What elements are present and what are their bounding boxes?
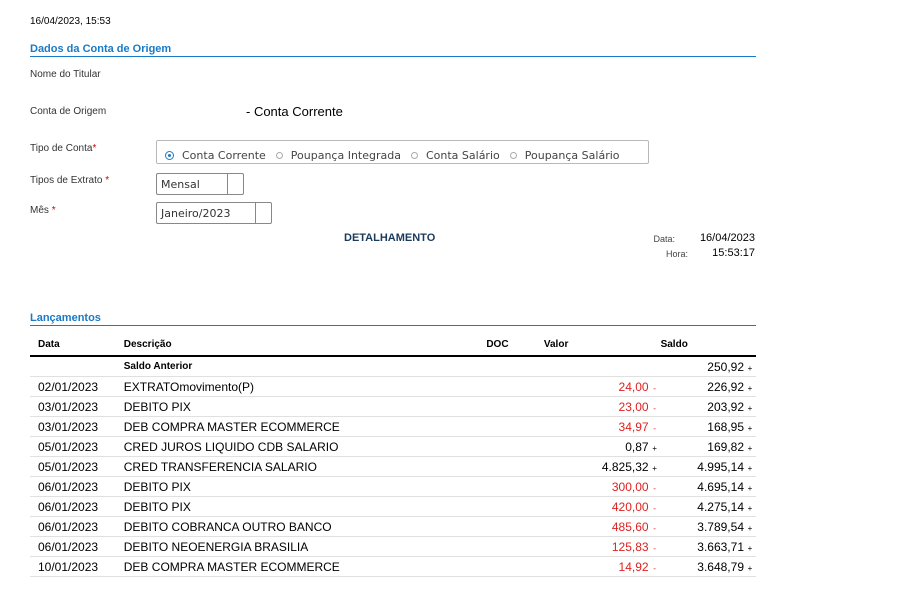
table-row (30, 497, 756, 517)
row-date: 06/01/2023 (30, 517, 124, 537)
entries-section-title: Lançamentos (30, 312, 756, 326)
statement-type-value: Mensal (161, 177, 200, 191)
month-label: Mês * (30, 205, 56, 216)
row-value: 34,97 - (544, 417, 661, 437)
row-date: 02/01/2023 (30, 377, 124, 397)
row-value: 14,92 - (544, 557, 661, 577)
opening-balance-row (30, 356, 756, 377)
radio-poupanca-integrada[interactable]: Poupança Integrada (276, 149, 401, 162)
month-select[interactable] (156, 202, 272, 224)
row-balance: 3.789,54 + (661, 517, 756, 537)
row-value: 300,00 - (544, 477, 661, 497)
row-doc (486, 377, 544, 397)
radio-conta-corrente[interactable]: Conta Corrente (165, 149, 266, 162)
dropdown-arrow-icon (227, 174, 243, 194)
holder-label: Nome do Titular (30, 69, 101, 80)
row-description: CRED JUROS LIQUIDO CDB SALARIO (124, 437, 487, 457)
row-value: 0,87 + (544, 437, 661, 457)
origin-section-title: Dados da Conta de Origem (30, 43, 756, 57)
date-value: 16/04/2023 (699, 232, 755, 244)
row-balance: 4.275,14 + (661, 497, 756, 517)
account-origin-label: Conta de Origem (30, 106, 107, 117)
row-balance: 203,92 + (661, 397, 756, 417)
table-row (30, 537, 756, 557)
col-descricao-header: Descrição (124, 335, 487, 356)
row-date: 05/01/2023 (30, 457, 124, 477)
statement-type-label: Tipos de Extrato * (30, 175, 110, 186)
account-type-radio-group (156, 140, 649, 164)
entries-table (30, 335, 756, 577)
row-doc (486, 437, 544, 457)
row-date: 03/01/2023 (30, 397, 124, 417)
account-type-label: Tipo de Conta* (30, 143, 97, 154)
row-doc (486, 557, 544, 577)
row-balance: 226,92 + (661, 377, 756, 397)
row-value: 420,00 - (544, 497, 661, 517)
row-description: DEBITO PIX (124, 477, 487, 497)
row-doc (486, 537, 544, 557)
col-data-header: Data (30, 335, 124, 356)
row-description: DEBITO PIX (124, 397, 487, 417)
row-value: 125,83 - (544, 537, 661, 557)
row-balance: 4.695,14 + (661, 477, 756, 497)
radio-unselected-icon (276, 152, 283, 159)
row-description: DEBITO COBRANCA OUTRO BANCO (124, 517, 487, 537)
table-row (30, 377, 756, 397)
dropdown-arrow-icon (255, 203, 271, 223)
row-balance: 3.648,79 + (661, 557, 756, 577)
table-row (30, 477, 756, 497)
table-header-row (30, 335, 756, 356)
row-description: DEBITO PIX (124, 497, 487, 517)
row-date: 06/01/2023 (30, 477, 124, 497)
table-row (30, 457, 756, 477)
col-saldo-header: Saldo (661, 335, 756, 356)
row-date: 10/01/2023 (30, 557, 124, 577)
col-valor-header: Valor (544, 335, 661, 356)
statement-type-select[interactable] (156, 173, 244, 195)
table-row (30, 397, 756, 417)
row-doc (486, 497, 544, 517)
table-row (30, 557, 756, 577)
radio-unselected-icon (510, 152, 517, 159)
row-balance: 4.995,14 + (661, 457, 756, 477)
row-doc (486, 397, 544, 417)
time-value: 15:53:17 (712, 247, 755, 259)
row-doc (486, 457, 544, 477)
time-label: Hora: (665, 249, 688, 259)
row-value: 23,00 - (544, 397, 661, 417)
row-date: 06/01/2023 (30, 497, 124, 517)
col-doc-header: DOC (486, 335, 544, 356)
table-row (30, 417, 756, 437)
table-row (30, 437, 756, 457)
opening-balance-value: 250,92 + (661, 356, 756, 377)
row-doc (486, 517, 544, 537)
row-doc (486, 477, 544, 497)
row-value: 24,00 - (544, 377, 661, 397)
row-description: EXTRATOmovimento(P) (124, 377, 487, 397)
row-balance: 169,82 + (661, 437, 756, 457)
radio-unselected-icon (411, 152, 418, 159)
table-row (30, 517, 756, 537)
radio-poupanca-salario[interactable]: Poupança Salário (510, 149, 620, 162)
date-label: Data: (653, 234, 675, 244)
row-value: 4.825,32 + (544, 457, 661, 477)
row-description: DEBITO NEOENERGIA BRASILIA (124, 537, 487, 557)
row-date: 03/01/2023 (30, 417, 124, 437)
row-date: 06/01/2023 (30, 537, 124, 557)
account-origin-value: - Conta Corrente (246, 104, 343, 119)
row-doc (486, 417, 544, 437)
row-description: DEB COMPRA MASTER ECOMMERCE (124, 557, 487, 577)
radio-conta-salario[interactable]: Conta Salário (411, 149, 500, 162)
row-description: DEB COMPRA MASTER ECOMMERCE (124, 417, 487, 437)
month-value: Janeiro/2023 (161, 206, 231, 220)
radio-selected-icon (165, 151, 174, 160)
row-balance: 168,95 + (661, 417, 756, 437)
detail-title: DETALHAMENTO (344, 232, 436, 244)
print-timestamp: 16/04/2023, 15:53 (30, 16, 111, 27)
row-description: CRED TRANSFERENCIA SALARIO (124, 457, 487, 477)
row-value: 485,60 - (544, 517, 661, 537)
row-balance: 3.663,71 + (661, 537, 756, 557)
row-date: 05/01/2023 (30, 437, 124, 457)
opening-balance-label: Saldo Anterior (124, 356, 487, 377)
